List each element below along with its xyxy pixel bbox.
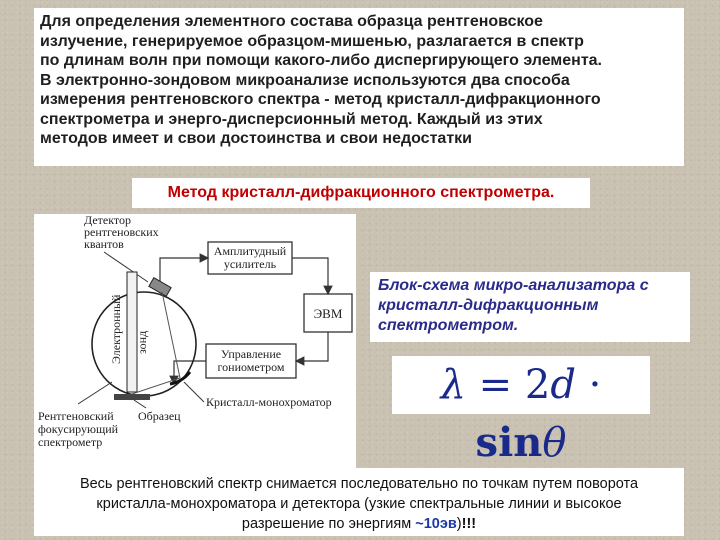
block-diagram-svg [34, 214, 356, 468]
evm-to-control-line [296, 332, 328, 361]
caption-line: Блок-схема микро-анализатора с [378, 277, 649, 294]
sample-label: Образец [138, 409, 181, 423]
formula-d: d [550, 362, 576, 408]
intro-line: В электронно-зондовом микроанализе используются два способа [40, 71, 570, 89]
intro-line: спектрометра и энерго-дисперсионный метод. Каждый из этих [40, 110, 543, 128]
method-title: Метод кристалл-дифракционного спектрометра. [132, 178, 590, 208]
goniometer-control-label: гониометром [217, 360, 285, 374]
intro-line: методов имеет и свои достоинства и свои недостатки [40, 130, 472, 147]
diagram-caption [370, 272, 690, 342]
circle-label: зонд [135, 330, 149, 354]
amplifier-label: Амплитудный [213, 244, 287, 258]
intro-line: по длинам волн при помощи какого-либо диспергирующего элемента. [40, 52, 602, 69]
bragg-formula [392, 356, 650, 466]
detector-to-amp-line [160, 258, 208, 284]
bottom-line3-post: ) [456, 516, 462, 532]
energy-resolution-value: ~10эв [415, 516, 457, 532]
formula-lambda: λ [440, 362, 466, 408]
sample-pointer [134, 400, 146, 408]
spectrometer-label: спектрометр [38, 435, 103, 449]
spectrometer-label: Рентгеновский [38, 409, 114, 423]
formula-dot: · [575, 362, 602, 408]
bottom-line [42, 514, 676, 534]
formula-sin: sin [475, 419, 543, 466]
bottom-line3-pre: разрешение по энергиям [241, 516, 416, 532]
formula-eq: = 2 [465, 362, 551, 408]
intro-text-block [34, 8, 684, 166]
formula-theta: θ [542, 420, 567, 466]
bottom-line: кристалла-монохроматора и детектора (узкие спектральные линии и высокое [96, 496, 622, 512]
amp-to-evm-line [292, 258, 328, 294]
spectrometer-label: фокусирующий [38, 422, 119, 436]
bottom-note [34, 468, 684, 536]
intro-line: Для определения элементного состава образца рентгеновское [40, 13, 543, 30]
detector-label: рентгеновских [84, 225, 159, 239]
spectrometer-pointer [78, 382, 112, 404]
evm-label: ЭВМ [313, 306, 343, 321]
caption-line: кристалл-дифракционным [378, 297, 599, 314]
detector-label: Детектор [84, 214, 131, 227]
sample-shape [114, 394, 150, 400]
amplifier-label: усилитель [223, 257, 277, 271]
block-diagram [34, 214, 356, 468]
crystal-label: Кристалл-монохроматор [206, 395, 332, 409]
bottom-line: Весь рентгеновский спектр снимается последовательно по точкам путем поворота [79, 476, 639, 492]
bottom-exclamation: !!! [461, 516, 477, 532]
detector-pointer [104, 252, 148, 282]
detector-label: квантов [84, 237, 124, 251]
goniometer-control-label: Управление [220, 347, 282, 361]
caption-line: спектрометром. [378, 317, 519, 334]
ray-line [132, 378, 180, 394]
circle-label: Электронный [109, 294, 123, 364]
crystal-pointer [184, 382, 204, 402]
intro-line: измерения рентгеновского спектра - метод кристалл-дифракционного [40, 91, 601, 108]
intro-line: излучение, генерируемое образцом-мишенью, разлагается в спектр [40, 32, 584, 50]
